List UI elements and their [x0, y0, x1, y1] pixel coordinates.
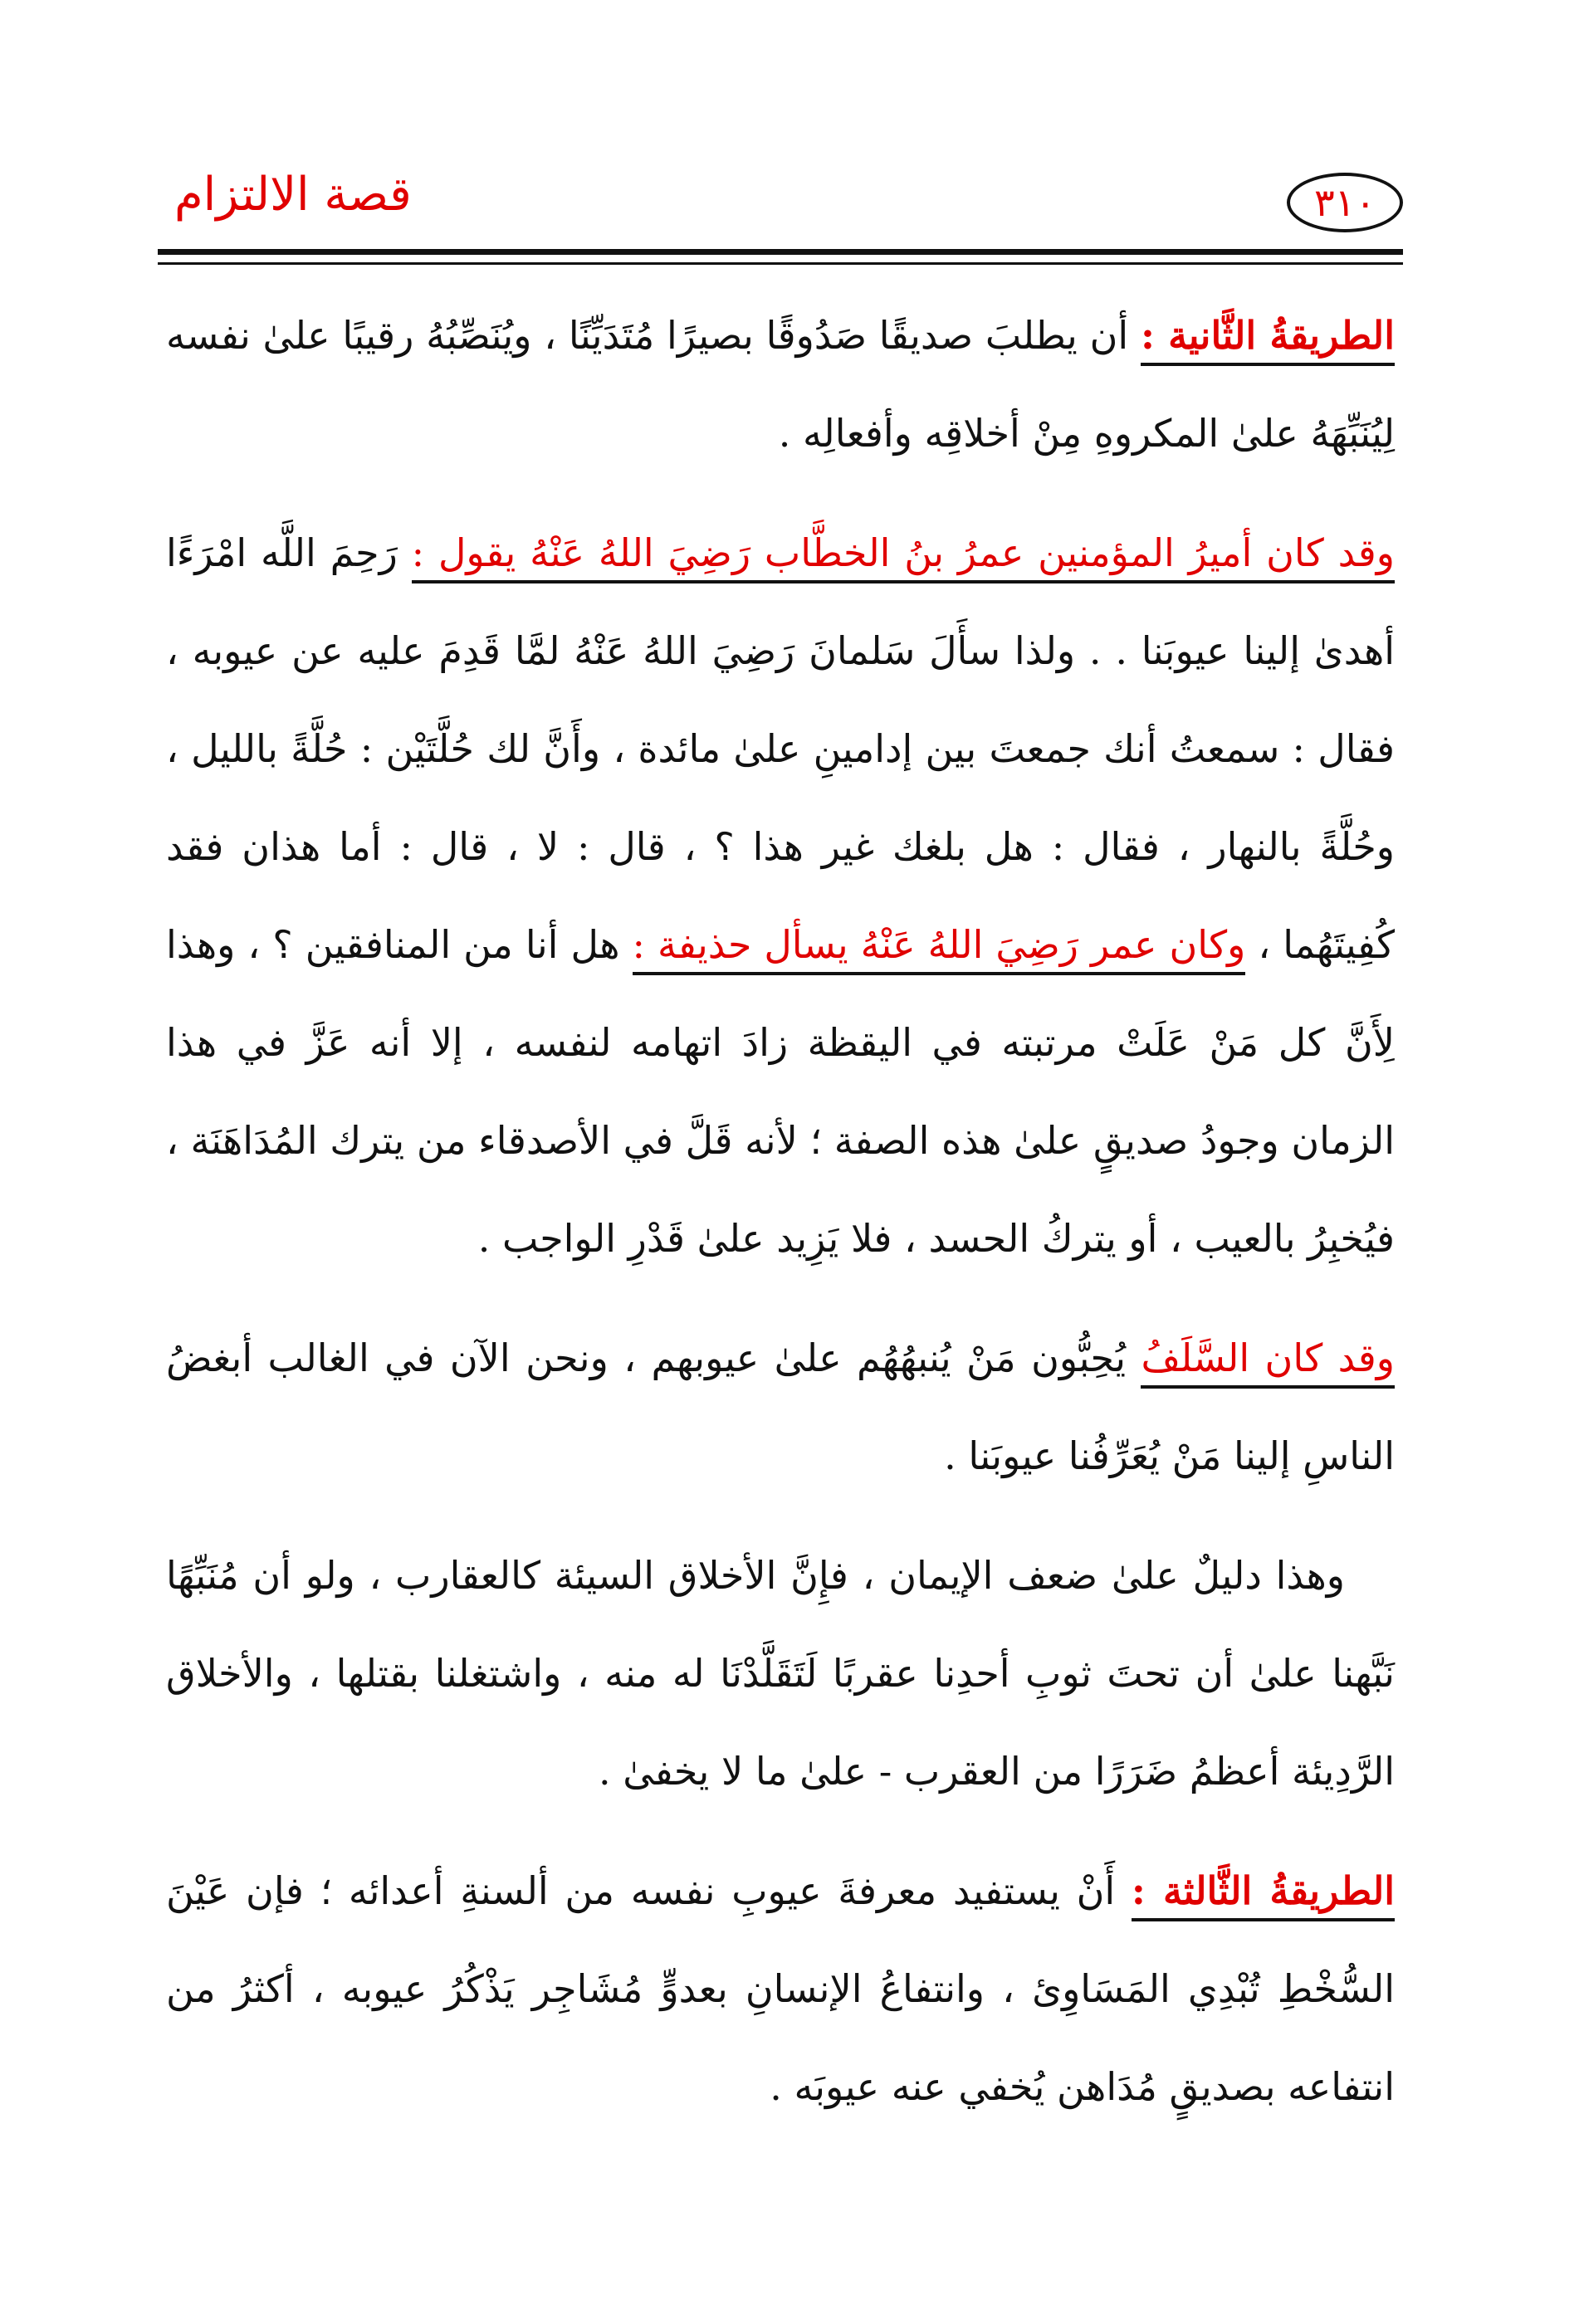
paragraph-text: وهذا دليلٌ علىٰ ضعف الإيمان ، فإِنَّ الأخلاق السيئة كالعقارب ، ولو أن مُنَبِّهًا نَبَّهنا علىٰ أن تحتَ ثوبِ أحدِنا عقربًا لَتَقَلَّدْنَا له منه ، واشتغلنا بقتلها ، والأخلاق الرَّدِيئة أعظمُ ضَرَرًا من العقرب - علىٰ ما لا يخفىٰ . [166, 1553, 1395, 1794]
paragraph-text: هل أنا من المنافقين ؟ ، وهذا لِأَنَّ كل مَنْ عَلَتْ مرتبته في اليقظة زادَ اتهامه لنفسه ، إلا أنه عَزَّ في هذا الزمان وجودُ صديقٍ علىٰ هذه الصفة ؛ لأنه قَلَّ في الأصدقاء من يترك المُدَاهَنَة ، فيُخبِرُ بالعيب ، أو يتركُ الحسد ، فلا يَزِيد علىٰ قَدْرِ الواجب . [166, 922, 1395, 1261]
paragraph-weak-faith [166, 1526, 1395, 1820]
page-number: ٣١٠ [1313, 180, 1376, 225]
section-heading: الطريقةُ الثَّانية : [1141, 313, 1395, 366]
paragraph-salaf [166, 1309, 1395, 1505]
section-heading: الطريقةُ الثَّالثة : [1132, 1868, 1395, 1921]
paragraph-third-method [166, 1842, 1395, 2136]
paragraph-text: أَنْ يستفيد معرفةَ عيوبِ نفسه من ألسنةِ أعدائه ؛ فإن عَيْنَ السُّخْطِ تُبْدِي المَسَاوِئ ، وانتفاعُ الإنسانِ بعدوٍّ مُشَاجِر يَذْكُرُ عيوبه ، أكثرُ من انتفاعه بصديقٍ مُدَاهن يُخفي عنه عيوبَه . [166, 1868, 1395, 2109]
page-number-oval [1287, 173, 1403, 232]
header-rule-thick [158, 249, 1403, 255]
header-rule-thin [158, 262, 1403, 265]
paragraph-second-method [166, 286, 1395, 482]
page-body [166, 286, 1395, 2157]
highlighted-phrase: وقد كان السَّلَفُ [1141, 1335, 1395, 1389]
highlighted-phrase: وقد كان أميرُ المؤمنين عمرُ بنُ الخطَّاب رَضِيَ اللهُ عَنْهُ يقول : [412, 530, 1395, 583]
page-header [158, 149, 1403, 257]
paragraph-text: أن يطلبَ صديقًا صَدُوقًا بصيرًا مُتَدَيِّنًا ، ويُنَصِّبُهُ رقيبًا علىٰ نفسه لِيُنَبِّهَهُ علىٰ المكروهِ مِنْ أخلاقِه وأفعالِه . [166, 313, 1395, 456]
paragraph-text: رَحِمَ اللَّه امْرَءًا أهدىٰ إلينا عيوبَنا . . ولذا سأَلَ سَلمانَ رَضِيَ اللهُ عَنْهُ لمَّا قَدِمَ عليه عن عيوبه ، فقال : سمعتُ أنك جمعتَ بين إدامينِ علىٰ مائدة ، وأَنَّ لك حُلَّتَيْن : حُلَّةً بالليل ، وحُلَّةً بالنهار ، فقال : هل بلغك غير هذا ؟ ، قال : لا ، قال : أما هذان فقد كُفِيتَهُما ، [166, 530, 1395, 967]
paragraph-text: يُحِبُّون مَنْ يُنبهُهُم علىٰ عيوبهم ، ونحن الآن في الغالب أبغضُ الناسِ إلينا مَنْ يُعَرِّفُنا عيوبَنا . [166, 1335, 1395, 1478]
book-title: قصة الالتزام [174, 168, 412, 222]
highlighted-phrase: وكان عمر رَضِيَ اللهُ عَنْهُ يسأل حذيفة : [633, 922, 1246, 975]
paragraph-umar-quote [166, 504, 1395, 1287]
